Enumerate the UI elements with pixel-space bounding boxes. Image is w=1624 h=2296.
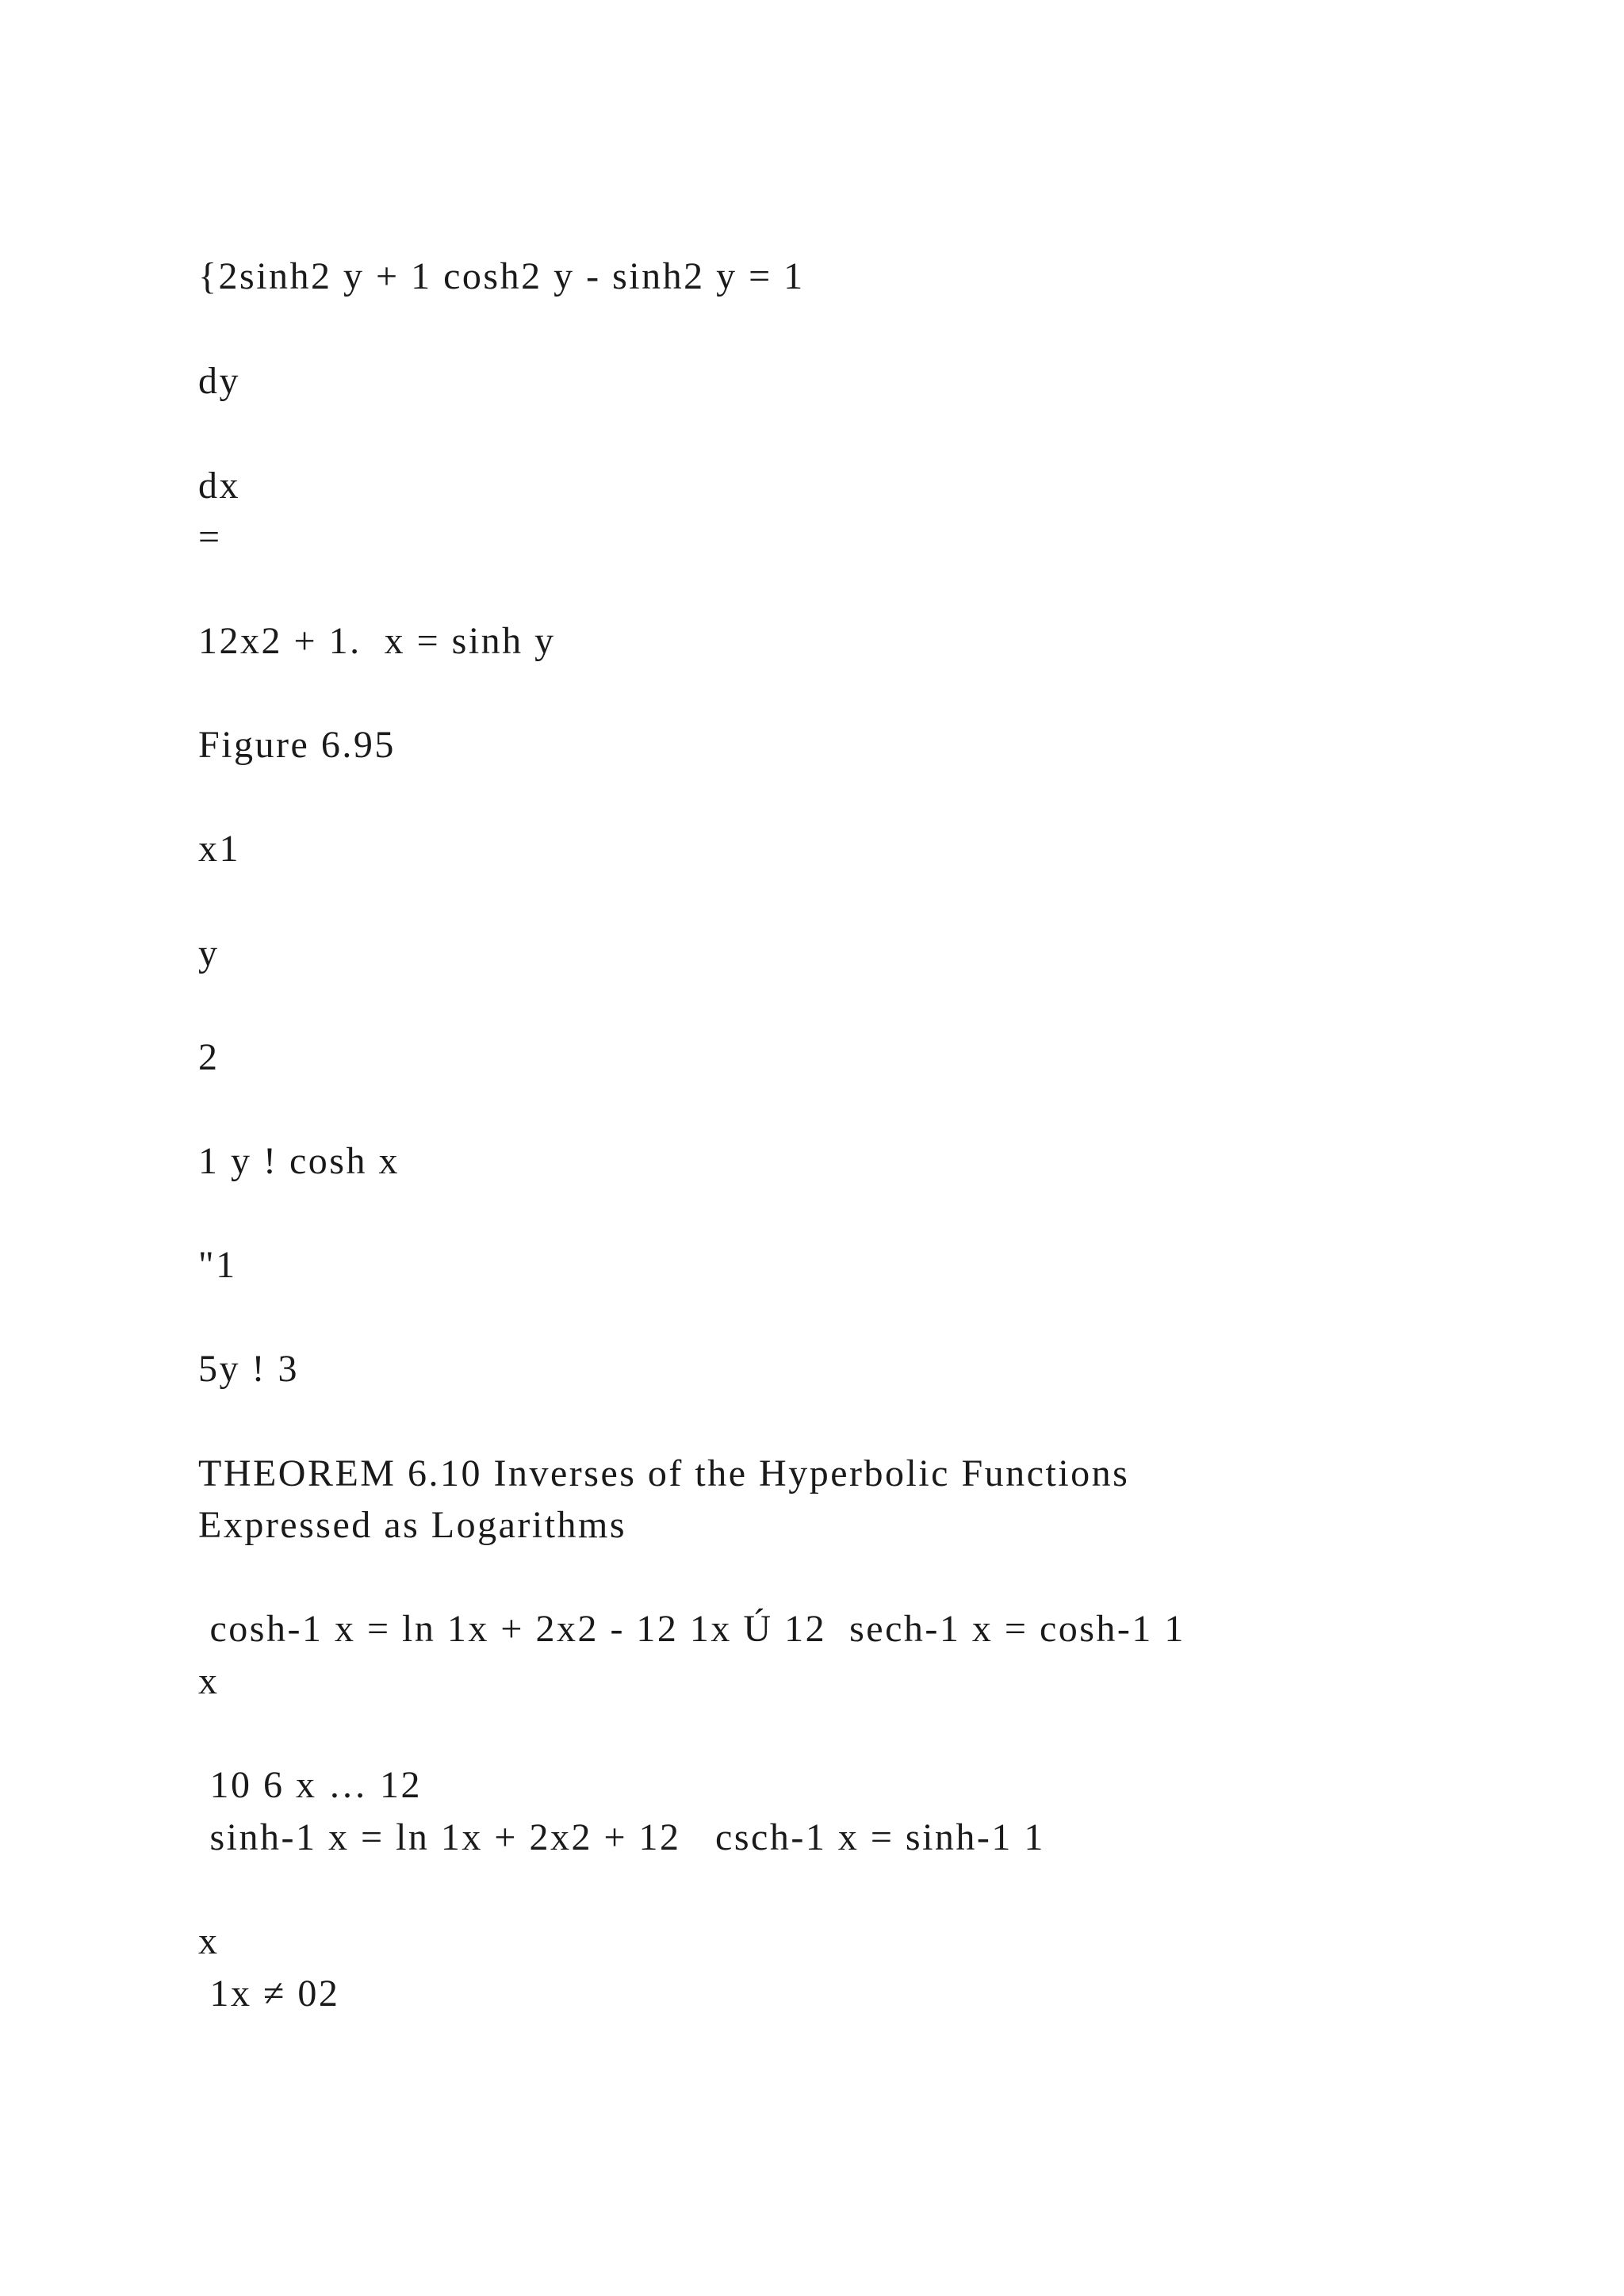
formula-csch-denominator: x — [198, 1920, 220, 1962]
formula-sinh-csch: sinh-1 x = ln 1x + 2x2 + 12 csch-1 x = sinh-1 1 — [198, 1816, 1045, 1858]
text-line-identity: {2sinh2 y + 1 cosh2 y - sinh2 y = 1 — [198, 255, 805, 297]
text-line-equals: = — [198, 516, 222, 558]
theorem-heading-continued: Expressed as Logarithms — [198, 1504, 627, 1546]
formula-nonzero-condition: 1x ≠ 02 — [198, 1973, 340, 2015]
theorem-heading: THEOREM 6.10 Inverses of the Hyperbolic Functions — [198, 1452, 1130, 1494]
text-line-2: 2 — [198, 1036, 220, 1078]
text-line-y: y — [198, 932, 220, 974]
figure-caption: Figure 6.95 — [198, 724, 396, 766]
formula-sech-denominator: x — [198, 1660, 220, 1702]
formula-domain: 10 6 x … 12 — [198, 1764, 422, 1806]
text-line-quote-1: "1 — [198, 1244, 237, 1286]
text-line-derivative: 12x2 + 1. x = sinh y — [198, 620, 556, 662]
formula-cosh-sech: cosh-1 x = ln 1x + 2x2 - 12 1x Ú 12 sech-1 x = cosh-1 1 — [198, 1608, 1185, 1650]
text-line-dy: dy — [198, 360, 240, 402]
text-line-5y: 5y ! 3 — [198, 1348, 299, 1390]
text-line-x1: x1 — [198, 828, 240, 870]
text-line-cosh: 1 y ! cosh x — [198, 1140, 400, 1182]
text-line-dx: dx — [198, 465, 240, 507]
